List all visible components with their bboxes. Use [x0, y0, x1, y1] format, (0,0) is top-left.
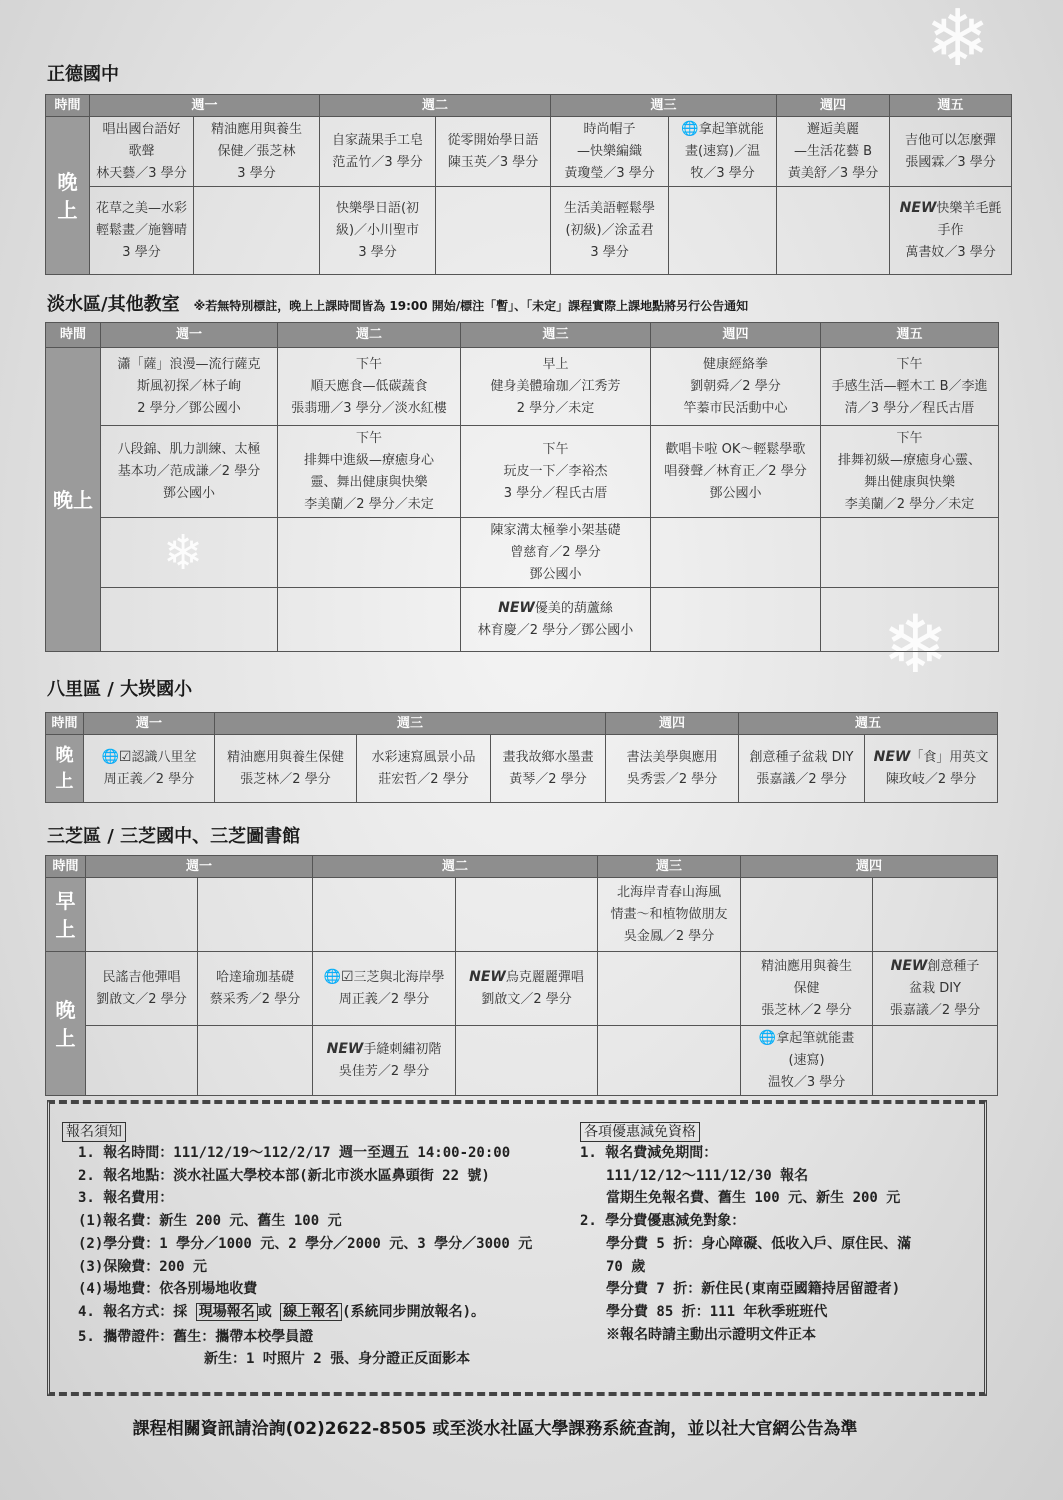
course-cell: 下午 順天應食—低碳蔬食 張翡珊／3 學分／淡水紅樓 — [278, 348, 461, 426]
course-cell: 🌐拿起筆就能 畫(速寫)／温 牧／3 學分 — [669, 117, 777, 187]
course-cell: 精油應用與養生 保健 張芝林／2 學分 — [741, 952, 873, 1026]
course-cell: 下午 排舞初級—療癒身心靈、 舞出健康與快樂 李美蘭／2 學分／未定 — [821, 426, 999, 518]
section-title-sanzhi: 三芝區 / 三芝國中、三芝圖書館 — [47, 826, 301, 847]
section-title-bali: 八里區 / 大崁國小 — [47, 679, 193, 700]
globe-icon: 🌐 — [681, 121, 699, 137]
notice-right: 各項優惠減免資格 1. 報名費減免期間： 111/12/12～111/12/30 報名 當期生免報名費、舊生 100 元、新生 200 元 2. 學分費優惠減免對象： 學分費 5 折：身心障礙、低收入戶、原住民、滿 70 歲 學分費 7 折：新住民(東南亞國籍持居留證者) 學分費 85 折：111 年秋季班班代 ※報名時請主動出示證明文件正本 — [580, 1124, 912, 1343]
empty-cell — [456, 878, 598, 952]
header-time: 時間 — [46, 95, 90, 117]
header-mon: 週一 — [84, 713, 215, 735]
course-cell: 民謠吉他彈唱 劉啟文／2 學分 — [86, 952, 198, 1026]
course-cell: 瀟「薩」浪漫—流行薩克 斯風初探／林子峋 2 學分／鄧公國小 — [101, 348, 278, 426]
snowflake-icon: ❄ — [882, 598, 950, 691]
empty-cell — [669, 187, 777, 275]
course-cell: 唱出國台語好 歌聲 林天藝／3 學分 — [90, 117, 194, 187]
empty-cell — [436, 187, 551, 275]
course-cell: 精油應用與養生保健 張芝林／2 學分 — [215, 735, 357, 803]
course-cell: 吉他可以怎麼彈 張國霖／3 學分 — [890, 117, 1012, 187]
location-note: ※若無特別標註，晚上上課時間皆為 19:00 開始/標注「暫」、「未定」課程實際上課地點將另行公告通知 — [193, 299, 749, 313]
course-cell: 歡唱卡啦 OK～輕鬆學歌 唱發聲／林育正／2 學分 鄧公國小 — [651, 426, 821, 518]
header-thu: 週四 — [651, 323, 821, 348]
header-time: 時間 — [46, 856, 86, 878]
empty-cell — [101, 518, 278, 588]
empty-cell — [821, 588, 999, 652]
course-cell: 下午 手感生活—輕木工 B／李進 清／3 學分／程氏古厝 — [821, 348, 999, 426]
period-evening: 晚上 — [46, 735, 84, 803]
course-cell: NEW優美的葫蘆絲 林育慶／2 學分／鄧公國小 — [461, 588, 651, 652]
course-cell: 創意種子盆栽 DIY 張嘉議／2 學分 — [739, 735, 865, 803]
course-cell: NEW快樂羊毛氈 手作 萬書妏／3 學分 — [890, 187, 1012, 275]
empty-cell — [598, 1026, 741, 1096]
header-mon: 週一 — [86, 856, 313, 878]
course-cell: 畫我故鄉水墨畫 黃琴／2 學分 — [491, 735, 606, 803]
header-wed: 週三 — [215, 713, 606, 735]
empty-cell — [194, 187, 320, 275]
snowflake-icon: ❄ — [925, 0, 991, 84]
empty-cell — [777, 187, 890, 275]
course-cell: 八段錦、肌力訓練、太極 基本功／范成謙／2 學分 鄧公國小 — [101, 426, 278, 518]
header-mon: 週一 — [101, 323, 278, 348]
onsite-registration-box: 現場報名 — [196, 1303, 258, 1321]
notice-left: 報名須知 1. 報名時間：111/12/19～112/2/17 週一至週五 14:00-20:00 2. 報名地點：淡水社區大學校本部(新北市淡水區鼻頭街 22 號) 3. 報名費用： (1)報名費：新生 200 元、舊生 100 元 (2)學分費：1 學分／1000 元、2 學分／2000 元、3 學分／3000 元 (3)保險費：200 元 (4)場地費：依各別場地收費 4. 報名方式：採 現場報名 或 線上報名 (系統同步開放報名)。 5. 攜帶證件：舊生：攜帶本校學員證 新生：1 吋照片 2 張、身分證正反面影本 — [62, 1122, 532, 1371]
course-cell: 下午 排舞中進級—療癒身心 靈、舞出健康與快樂 李美蘭／2 學分／未定 — [278, 426, 461, 518]
empty-cell — [313, 878, 456, 952]
checkbox-icon: ☑ — [340, 969, 354, 985]
course-cell: 🌐拿起筆就能畫 (速寫) 温牧／3 學分 — [741, 1026, 873, 1096]
course-cell: 快樂學日語(初 級)／小川聖市 3 學分 — [320, 187, 436, 275]
course-cell: 🌐☑認識八里坌 周正義／2 學分 — [84, 735, 215, 803]
header-fri: 週五 — [739, 713, 998, 735]
empty-cell — [198, 878, 313, 952]
course-cell: 健康經絡拳 劉朝舜／2 學分 竿蓁市民活動中心 — [651, 348, 821, 426]
schedule-table-sanzhi — [45, 855, 998, 1096]
empty-cell — [86, 878, 198, 952]
header-thu: 週四 — [606, 713, 739, 735]
course-cell: 時尚帽子 —快樂編織 黃瓊瑩／3 學分 — [551, 117, 669, 187]
new-tag: NEW — [890, 958, 928, 974]
course-cell: 自家蔬果手工皂 范孟竹／3 學分 — [320, 117, 436, 187]
new-tag: NEW — [326, 1041, 364, 1057]
header-thu: 週四 — [777, 95, 890, 117]
course-cell: 精油應用與養生 保健／張芝林 3 學分 — [194, 117, 320, 187]
course-cell: 生活美語輕鬆學 (初級)／涂孟君 3 學分 — [551, 187, 669, 275]
globe-icon: 🌐 — [758, 1030, 777, 1046]
course-cell: 水彩速寫風景小品 莊宏哲／2 學分 — [357, 735, 491, 803]
schedule-table-bali — [45, 712, 998, 803]
course-cell: 書法美學與應用 吳秀雲／2 學分 — [606, 735, 739, 803]
schedule-table-zhengde — [45, 94, 1012, 275]
period-morning: 早上 — [46, 878, 86, 952]
empty-cell — [873, 1026, 998, 1096]
period-evening: 晚上 — [46, 117, 90, 275]
course-cell: NEW手縫刺繡初階 吳佳芳／2 學分 — [313, 1026, 456, 1096]
empty-cell — [456, 1026, 598, 1096]
header-wed: 週三 — [461, 323, 651, 348]
header-wed: 週三 — [551, 95, 777, 117]
header-fri: 週五 — [821, 323, 999, 348]
empty-cell — [651, 518, 821, 588]
header-time: 時間 — [46, 713, 84, 735]
discount-title: 各項優惠減免資格 — [580, 1122, 700, 1142]
course-cell: 下午 玩皮一下／李裕杰 3 學分／程氏古厝 — [461, 426, 651, 518]
snowflake-icon: ❄ — [163, 525, 204, 581]
header-wed: 週三 — [598, 856, 741, 878]
new-tag: NEW — [873, 749, 911, 765]
period-evening: 晚上 — [46, 952, 86, 1096]
schedule-table-danshui — [45, 322, 999, 652]
header-tue: 週二 — [278, 323, 461, 348]
empty-cell — [278, 518, 461, 588]
course-cell: NEW「食」用英文 陳玫岐／2 學分 — [865, 735, 998, 803]
header-thu: 週四 — [741, 856, 998, 878]
course-cell: 北海岸青春山海風 情畫～和植物做朋友 吳金鳳／2 學分 — [598, 878, 741, 952]
empty-cell — [101, 588, 278, 652]
course-cell: 哈達瑜珈基礎 蔡采秀／2 學分 — [198, 952, 313, 1026]
empty-cell — [741, 878, 873, 952]
course-cell: NEW創意種子 盆栽 DIY 張嘉議／2 學分 — [873, 952, 998, 1026]
empty-cell — [198, 1026, 313, 1096]
globe-icon: 🌐 — [101, 749, 119, 765]
empty-cell — [278, 588, 461, 652]
course-cell: 🌐☑三芝與北海岸學 周正義／2 學分 — [313, 952, 456, 1026]
course-cell: 花草之美—水彩 輕鬆畫／施簪晴 3 學分 — [90, 187, 194, 275]
notice-title: 報名須知 — [62, 1122, 126, 1142]
contact-footer: 課程相關資訊請洽詢(02)2622-8505 或至淡水社區大學課務系統查詢，並以社大官網公告為準 — [132, 1419, 858, 1439]
online-registration-box: 線上報名 — [280, 1303, 342, 1321]
header-mon: 週一 — [90, 95, 320, 117]
course-cell: 陳家溝太極拳小架基礎 曾慈育／2 學分 鄧公國小 — [461, 518, 651, 588]
registration-notice — [47, 1100, 987, 1396]
globe-icon: 🌐 — [323, 969, 341, 985]
course-cell: 邂逅美麗 —生活花藝 B 黃美舒／3 學分 — [777, 117, 890, 187]
new-tag: NEW — [899, 200, 937, 216]
section-title-danshui: 淡水區/其他教室 ※若無特別標註，晚上上課時間皆為 19:00 開始/標注「暫」、「未定」課程實際上課地點將另行公告通知 — [47, 294, 749, 315]
section-title-zhengde: 正德國中 — [47, 64, 119, 85]
checkbox-icon: ☑ — [118, 749, 132, 765]
empty-cell — [873, 878, 998, 952]
empty-cell — [821, 518, 999, 588]
course-cell: NEW烏克麗麗彈唱 劉啟文／2 學分 — [456, 952, 598, 1026]
empty-cell — [651, 588, 821, 652]
header-tue: 週二 — [313, 856, 598, 878]
header-tue: 週二 — [320, 95, 551, 117]
header-fri: 週五 — [890, 95, 1012, 117]
header-time: 時間 — [46, 323, 101, 348]
course-cell: 從零開始學日語 陳玉英／3 學分 — [436, 117, 551, 187]
new-tag: NEW — [498, 600, 535, 616]
empty-cell — [598, 952, 741, 1026]
course-cell: 早上 健身美體瑜珈／江秀芳 2 學分／未定 — [461, 348, 651, 426]
new-tag: NEW — [469, 969, 506, 985]
period-evening: 晚上 — [46, 348, 101, 652]
empty-cell — [86, 1026, 198, 1096]
